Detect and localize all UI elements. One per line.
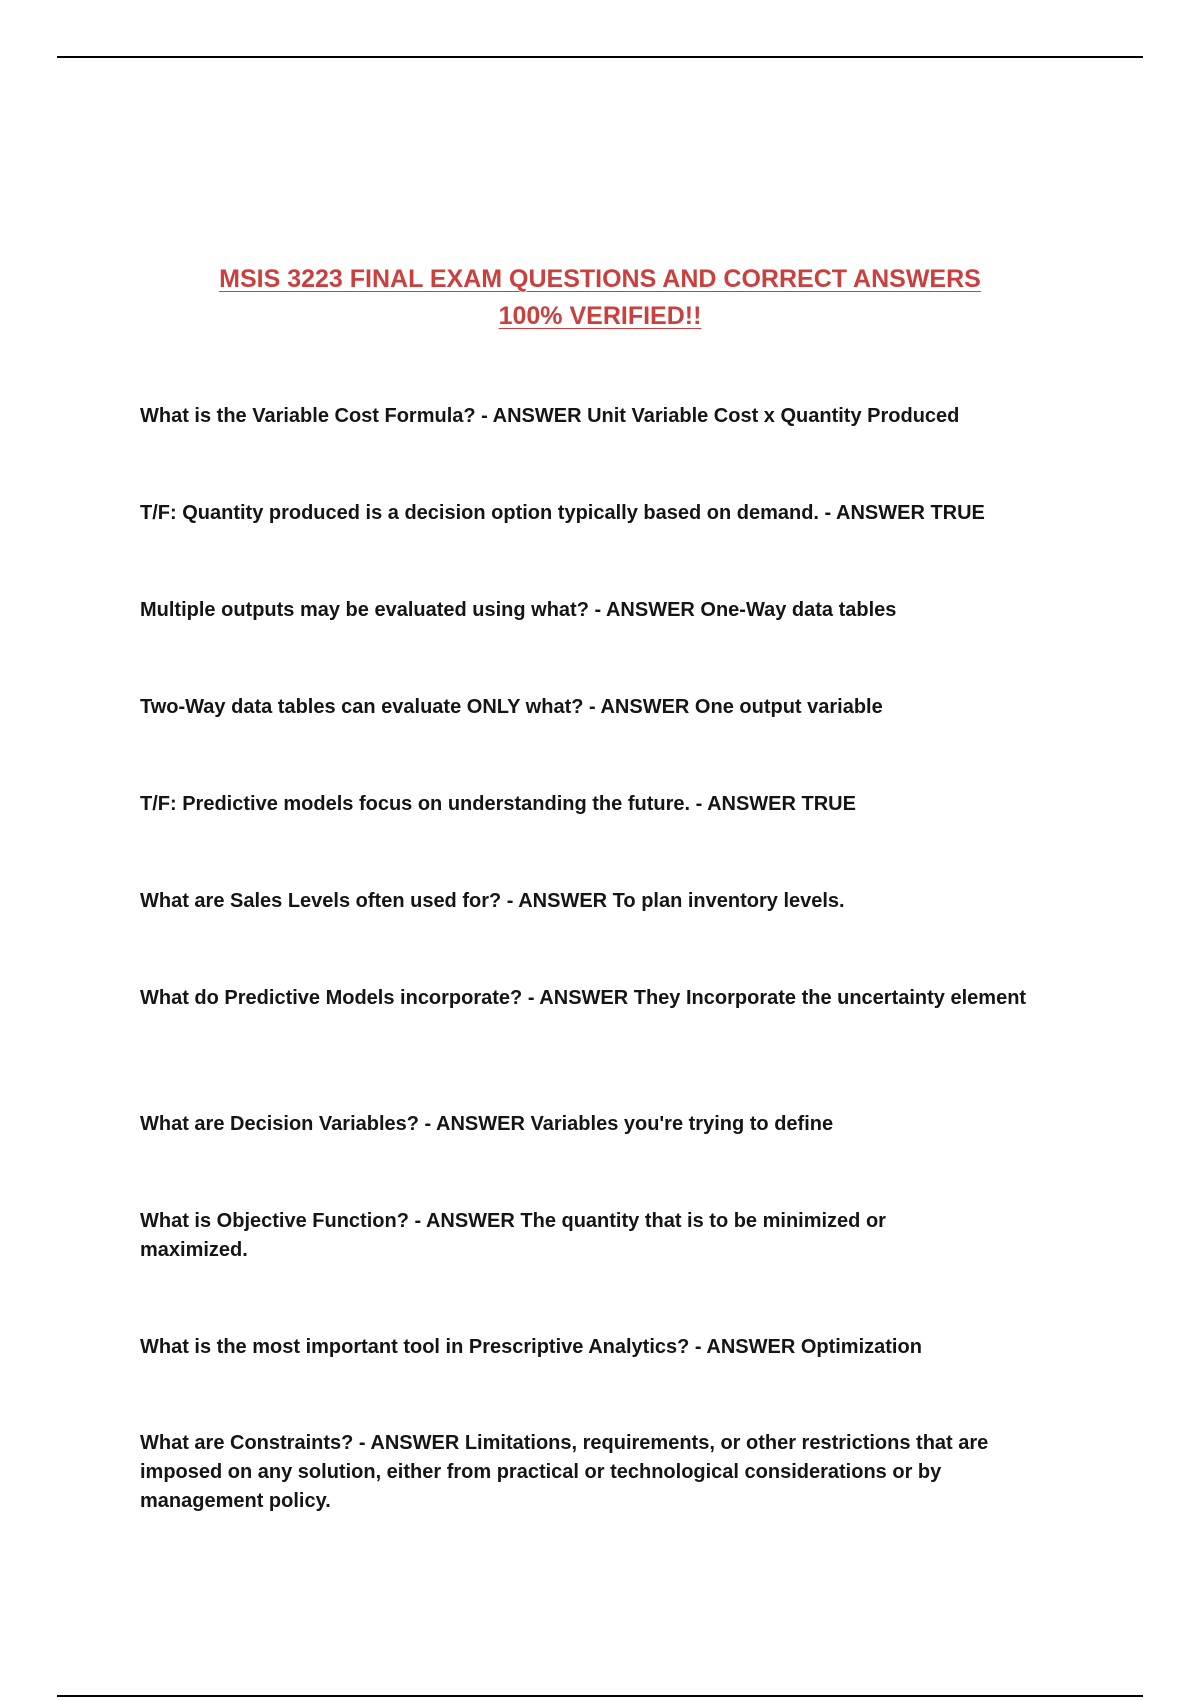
- title-line-1: MSIS 3223 FINAL EXAM QUESTIONS AND CORRECT ANSWERS: [219, 265, 981, 293]
- qa-item-8: What are Decision Variables? - ANSWER Variables you're trying to define: [140, 1113, 834, 1135]
- document-title: [140, 261, 1060, 335]
- qa-item-10: What is the most important tool in Prescriptive Analytics? - ANSWER Optimization: [140, 1336, 922, 1358]
- qa-item-7: What do Predictive Models incorporate? - ANSWER They Incorporate the uncertainty element: [140, 987, 1027, 1009]
- qa-item-11: What are Constraints? - ANSWER Limitations, requirements, or other restrictions that are imposed on any solution, either from practical or technological considerations or by management policy.: [140, 1432, 989, 1512]
- top-divider: [57, 56, 1143, 58]
- qa-item-4: Two-Way data tables can evaluate ONLY what? - ANSWER One output variable: [140, 696, 883, 718]
- qa-item-1: What is the Variable Cost Formula? - ANSWER Unit Variable Cost x Quantity Produced: [140, 405, 960, 427]
- bottom-divider: [57, 1695, 1143, 1697]
- title-line-2: 100% VERIFIED!!: [498, 302, 702, 330]
- qa-item-5: T/F: Predictive models focus on understanding the future. - ANSWER TRUE: [140, 793, 856, 815]
- qa-item-9: What is Objective Function? - ANSWER The quantity that is to be minimized or maximized.: [140, 1210, 886, 1261]
- qa-item-3: Multiple outputs may be evaluated using what? - ANSWER One-Way data tables: [140, 599, 897, 621]
- qa-item-2: T/F: Quantity produced is a decision option typically based on demand. - ANSWER TRUE: [140, 502, 985, 524]
- qa-item-6: What are Sales Levels often used for? - ANSWER To plan inventory levels.: [140, 890, 845, 912]
